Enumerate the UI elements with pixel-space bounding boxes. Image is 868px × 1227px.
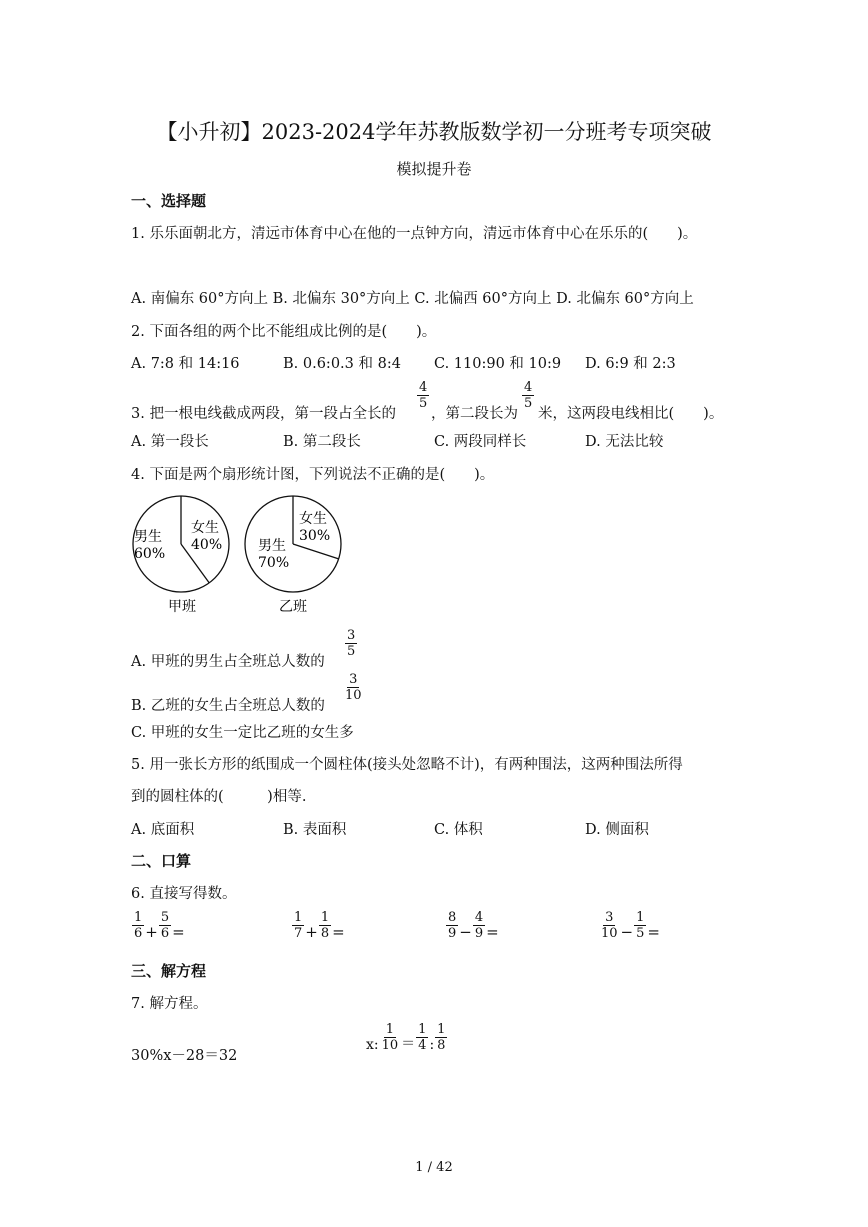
q3-option-d: D. 无法比较 [585, 434, 664, 450]
pie-1-label-girls: 女生 [191, 520, 219, 536]
section-mental-math: 二、口算 [131, 852, 192, 870]
pie-charts [128, 492, 358, 622]
calc-3-op: − [459, 923, 472, 941]
pie-chart-jia [133, 496, 229, 615]
calc-1-frac-b: $\frac{5}{6}$ [160, 910, 170, 941]
q2-option-b: B. 0.6:0.3 和 8:4 [283, 356, 401, 372]
q2-option-c: C. 110:90 和 10:9 [434, 356, 562, 372]
pie-2-label-boys: 男生 [258, 538, 286, 554]
calc-2-frac-a: $\frac{1}{7}$ [294, 910, 303, 941]
calc-4-frac-a: $\frac{3}{10}$ [601, 910, 618, 941]
pie-2-value-boys: 70% [258, 555, 290, 571]
q4-option-a: A. 甲班的男生占全班总人数的 [131, 654, 325, 670]
q3-option-b: B. 第二段长 [283, 434, 361, 450]
q3-text-1: 3. 把一根电线截成两段，第一段占全长的 [131, 406, 396, 422]
q5-option-a: A. 底面积 [131, 822, 195, 838]
q5-option-b: B. 表面积 [283, 822, 347, 838]
equation-2 [366, 1022, 448, 1053]
equation-2-colon: : [429, 1037, 435, 1053]
q5-option-d: D. 侧面积 [585, 822, 649, 838]
page-title: 【小升初】2023-2024学年苏教版数学初一分班考专项突破 [156, 120, 712, 144]
calc-item-4 [598, 910, 660, 941]
pie-2-value-girls: 30% [299, 528, 331, 544]
calc-2-eq: = [332, 923, 345, 941]
calc-3-frac-a: $\frac{8}{9}$ [448, 910, 457, 941]
calc-item-2 [291, 910, 345, 941]
q4-option-b-fraction: 3 10 [345, 672, 362, 703]
calc-1-frac-a: $\frac{1}{6}$ [134, 910, 143, 941]
calc-4-frac-b: $\frac{1}{5}$ [636, 910, 645, 941]
pie-2-title: 乙班 [279, 599, 307, 615]
q3-fraction-2: 4 5 [524, 380, 533, 411]
q2-option-d: D. 6:9 和 2:3 [585, 356, 676, 372]
question-1: 1. 乐乐面朝北方，清远市体育中心在他的一点钟方向，清远市体育中心在乐乐的( )。 [131, 226, 698, 242]
question-1-options: A. 南偏东 60°方向上 B. 北偏东 30°方向上 C. 北偏西 60°方向上 D. 北偏东 60°方向上 [131, 291, 694, 307]
q3-fraction-1: 4 5 [419, 380, 428, 411]
q3-text-2: ，第二段长为 [431, 406, 518, 422]
calc-3-frac-b: $\frac{4}{9}$ [474, 910, 484, 941]
question-3 [131, 402, 396, 423]
equation-1: 30%x－28＝32 [131, 1048, 238, 1064]
pie-1-label-boys: 男生 [134, 529, 162, 545]
question-7: 7. 解方程。 [131, 996, 208, 1012]
question-6: 6. 直接写得数。 [131, 886, 237, 902]
equation-2-frac-c: $\frac{1}{8}$ [437, 1022, 446, 1053]
pie-1-title: 甲班 [168, 599, 196, 615]
section-choice: 一、选择题 [131, 192, 207, 210]
equation-2-equals: ＝ [401, 1036, 416, 1052]
q3-text-3: 米，这两段电线相比( )。 [538, 406, 724, 422]
pie-2-divider-b [293, 544, 339, 559]
page-number: 1 / 42 [415, 1160, 453, 1175]
equation-2-x: x: [366, 1037, 379, 1053]
q4-option-b: B. 乙班的女生占全班总人数的 [131, 698, 325, 714]
question-5-line-1: 5. 用一张长方形的纸围成一个圆柱体(接头处忽略不计)，有两种围法，这两种围法所得 [131, 757, 683, 773]
section-equations: 三、解方程 [131, 962, 207, 980]
pie-chart-yi [245, 496, 341, 615]
calc-4-op: − [620, 923, 634, 941]
question-5-line-2: 到的圆柱体的( )相等. [131, 789, 307, 805]
calc-3-eq: = [486, 923, 499, 941]
q4-option-a-fraction: 3 5 [347, 628, 356, 659]
pie-1-value-girls: 40% [191, 537, 223, 553]
q2-option-a: A. 7:8 和 14:16 [131, 356, 240, 372]
page-subtitle: 模拟提升卷 [396, 160, 472, 178]
calc-2-frac-b: $\frac{1}{8}$ [320, 910, 330, 941]
calc-2-op: + [305, 923, 318, 941]
calc-item-1 [131, 910, 185, 941]
q5-option-c: C. 体积 [434, 822, 483, 838]
calc-4-eq: = [647, 923, 660, 941]
pie-1-value-boys: 60% [134, 546, 166, 562]
calc-1-op: + [145, 923, 158, 941]
q4-option-c: C. 甲班的女生一定比乙班的女生多 [131, 725, 354, 741]
q3-option-c: C. 两段同样长 [434, 434, 527, 450]
calc-item-3 [445, 910, 499, 941]
q3-option-a: A. 第一段长 [131, 434, 209, 450]
calc-1-eq: = [172, 923, 185, 941]
pie-2-label-girls: 女生 [299, 511, 327, 527]
question-2: 2. 下面各组的两个比不能组成比例的是( )。 [131, 324, 437, 340]
equation-2-frac-b: $\frac{1}{4}$ [418, 1022, 427, 1053]
question-4: 4. 下面是两个扇形统计图，下列说法不正确的是( )。 [131, 467, 495, 483]
equation-2-frac-a: $\frac{1}{10}$ [381, 1022, 399, 1053]
